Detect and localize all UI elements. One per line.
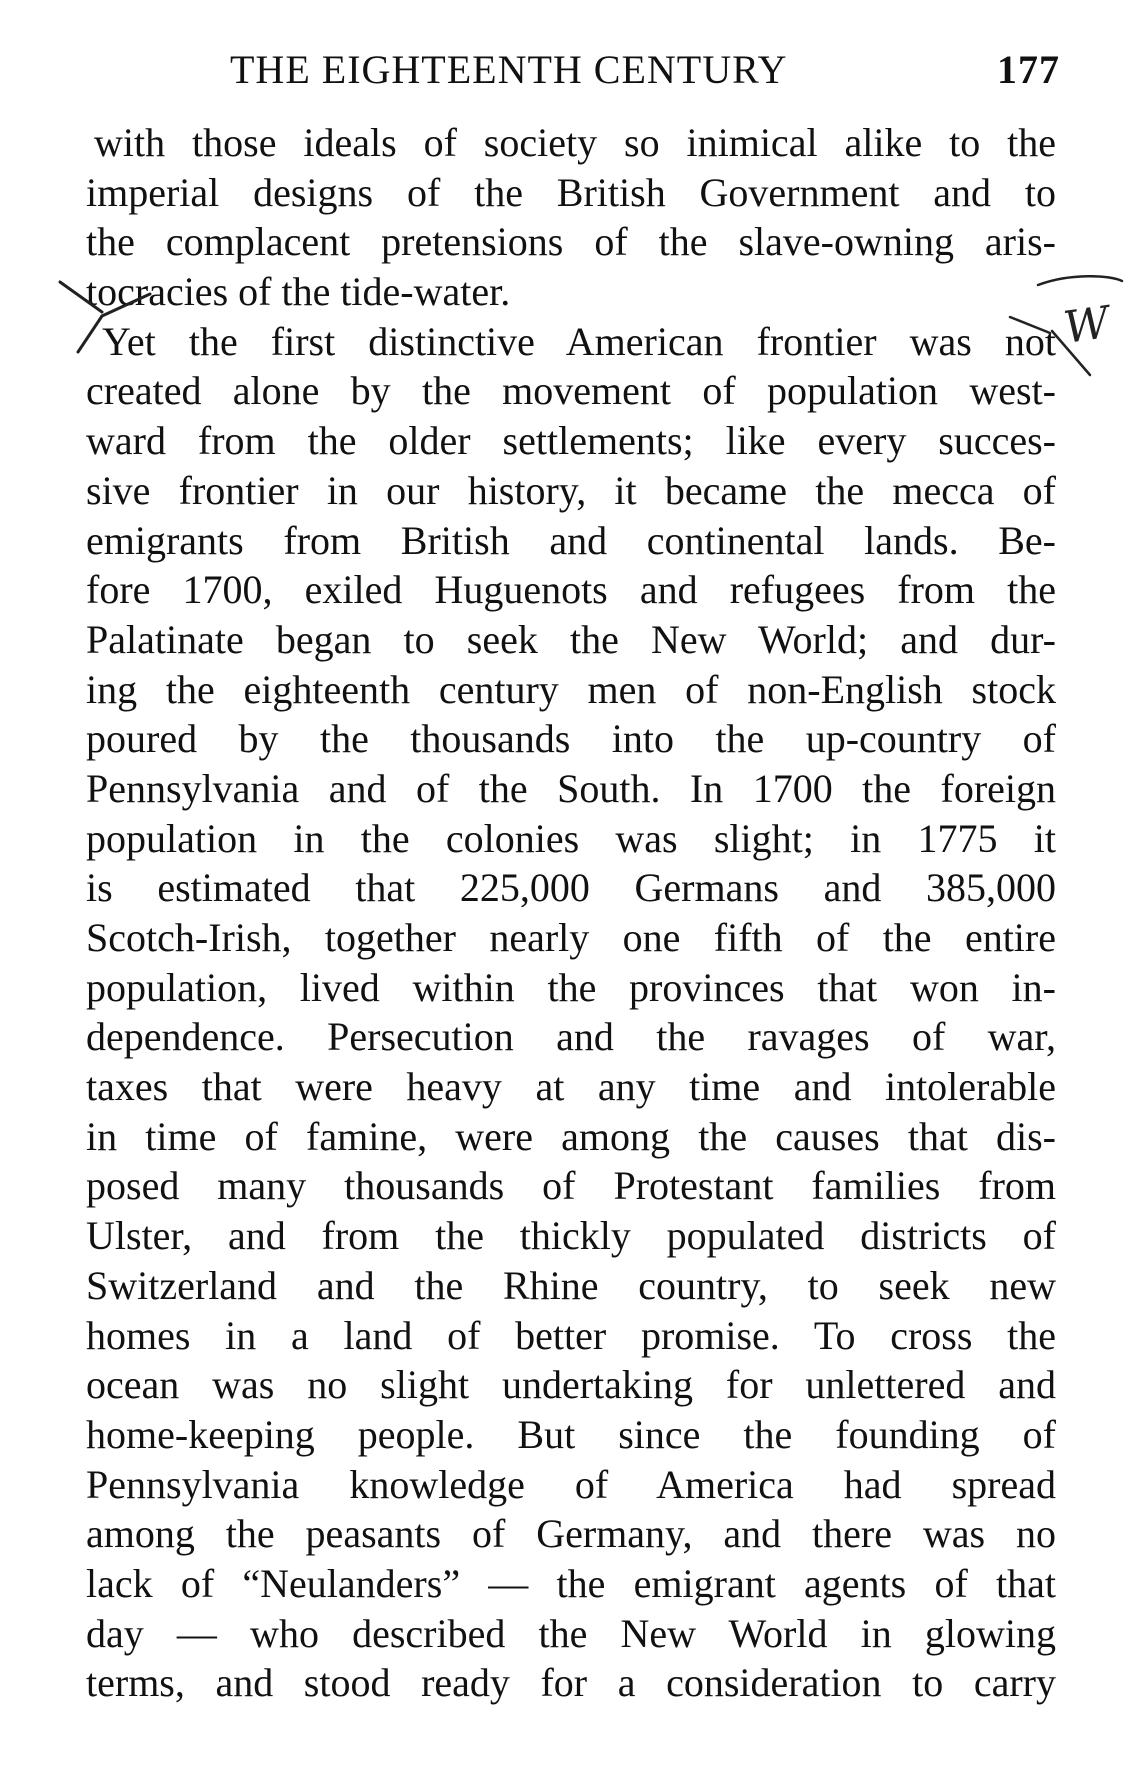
text-line: terms, and stood ready for a consideration to carry: [86, 1660, 1056, 1706]
text-line: the complacent pretensions of the slave-owning aris-: [86, 219, 1056, 265]
text-line: ocean was no slight undertaking for unlettered and: [86, 1362, 1056, 1408]
text-line: with those ideals of society so inimical alike to the: [94, 120, 1056, 165]
text-line: ing the eighteenth century men of non-English stock: [86, 666, 1056, 712]
text-line: homes in a land of better promise. To cross the: [86, 1312, 1056, 1358]
text-line: home-keeping people. But since the founding of: [86, 1411, 1056, 1457]
text-line: tocracies of the tide-water.: [86, 269, 511, 315]
margin-note: W: [1060, 297, 1113, 354]
text-line: taxes that were heavy at any time and intolerable: [86, 1064, 1056, 1110]
text-line: posed many thousands of Protestant families from: [86, 1163, 1056, 1209]
running-head: [230, 46, 1060, 96]
text-line: in time of famine, were among the causes that dis-: [86, 1113, 1056, 1159]
text-line: Pennsylvania and of the South. In 1700 the foreign: [86, 765, 1056, 811]
text-line: dependence. Persecution and the ravages of war,: [86, 1014, 1056, 1060]
text-line: ward from the older settlements; like every succes-: [86, 418, 1056, 464]
text-line: fore 1700, exiled Huguenots and refugees from the: [86, 567, 1056, 613]
text-line: Palatinate began to seek the New World; and dur-: [86, 616, 1056, 662]
text-line: population, lived within the provinces that won in-: [86, 964, 1056, 1010]
text-line: lack of “Neulanders” — the emigrant agents of that: [86, 1560, 1056, 1606]
text-line: emigrants from British and continental lands. Be-: [86, 517, 1056, 563]
paragraph-first-line: Yet the first distinctive American frontier was not: [102, 318, 1056, 364]
text-line: poured by the thousands into the up-country of: [86, 716, 1056, 762]
text-line: Ulster, and from the thickly populated districts of: [86, 1213, 1056, 1259]
page-number: 177: [997, 47, 1060, 92]
text-line: is estimated that 225,000 Germans and 385,000: [86, 865, 1056, 911]
body-text: [86, 118, 1056, 1708]
text-line: Scotch-Irish, together nearly one fifth of the entire: [86, 915, 1056, 960]
text-line: created alone by the movement of population west-: [86, 368, 1056, 414]
text-line: imperial designs of the British Government and to: [86, 169, 1056, 215]
text-line: Switzerland and the Rhine country, to seek new: [86, 1262, 1056, 1308]
text-line: sive frontier in our history, it became the mecca of: [86, 467, 1056, 513]
text-line: population in the colonies was slight; in 1775 it: [86, 815, 1056, 861]
running-head-title: THE EIGHTEENTH CENTURY: [230, 47, 788, 92]
text-line: among the peasants of Germany, and there was no: [86, 1511, 1056, 1557]
text-line: Pennsylvania knowledge of America had spread: [86, 1461, 1056, 1507]
text-line: day — who described the New World in glowing: [86, 1610, 1056, 1656]
